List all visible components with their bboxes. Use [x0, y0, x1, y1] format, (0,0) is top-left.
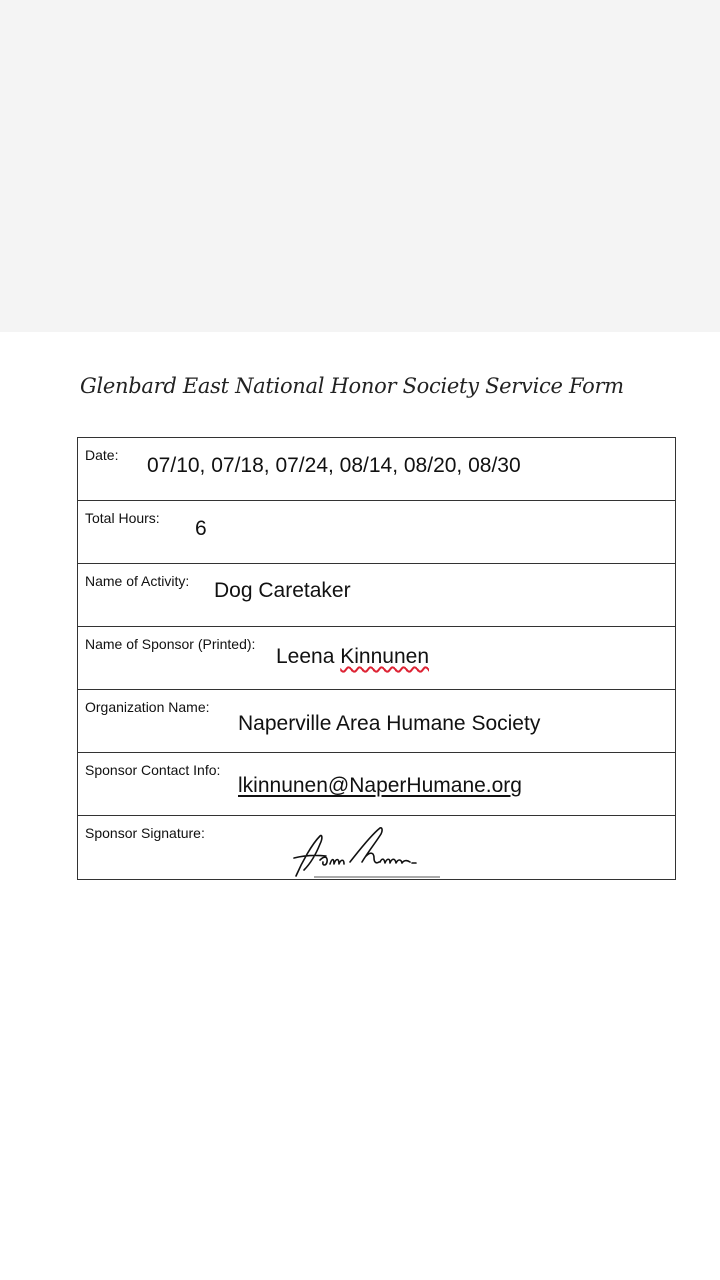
activity-value[interactable]: Dog Caretaker: [214, 579, 351, 602]
contact-row: [78, 753, 675, 816]
date-label: Date:: [85, 447, 119, 463]
signature-label: Sponsor Signature:: [85, 825, 205, 841]
form-table: [77, 437, 676, 880]
sponsor-name-value[interactable]: [276, 645, 429, 669]
sponsor-first-name: Leena: [276, 645, 335, 668]
contact-label: Sponsor Contact Info:: [85, 762, 221, 778]
activity-row: [78, 564, 675, 627]
signature-row: [78, 816, 675, 879]
sponsor-name-label: Name of Sponsor (Printed):: [85, 636, 256, 652]
form-title: Glenbard East National Honor Society Service Form: [80, 374, 624, 398]
blank-top-area: [0, 0, 720, 332]
organization-row: [78, 690, 675, 753]
total-hours-value[interactable]: 6: [195, 517, 207, 540]
sponsor-last-name: Kinnunen: [340, 645, 429, 668]
organization-value[interactable]: Naperville Area Humane Society: [238, 712, 541, 735]
date-value[interactable]: 07/10, 07/18, 07/24, 08/14, 08/20, 08/30: [147, 454, 521, 477]
contact-email-link[interactable]: lkinnunen@NaperHumane.org: [238, 774, 522, 797]
total-hours-label: Total Hours:: [85, 510, 160, 526]
sponsor-signature: [290, 822, 450, 878]
organization-label: Organization Name:: [85, 699, 210, 715]
sponsor-name-row: [78, 627, 675, 690]
total-hours-row: [78, 501, 675, 564]
date-row: [78, 438, 675, 501]
activity-label: Name of Activity:: [85, 573, 190, 589]
